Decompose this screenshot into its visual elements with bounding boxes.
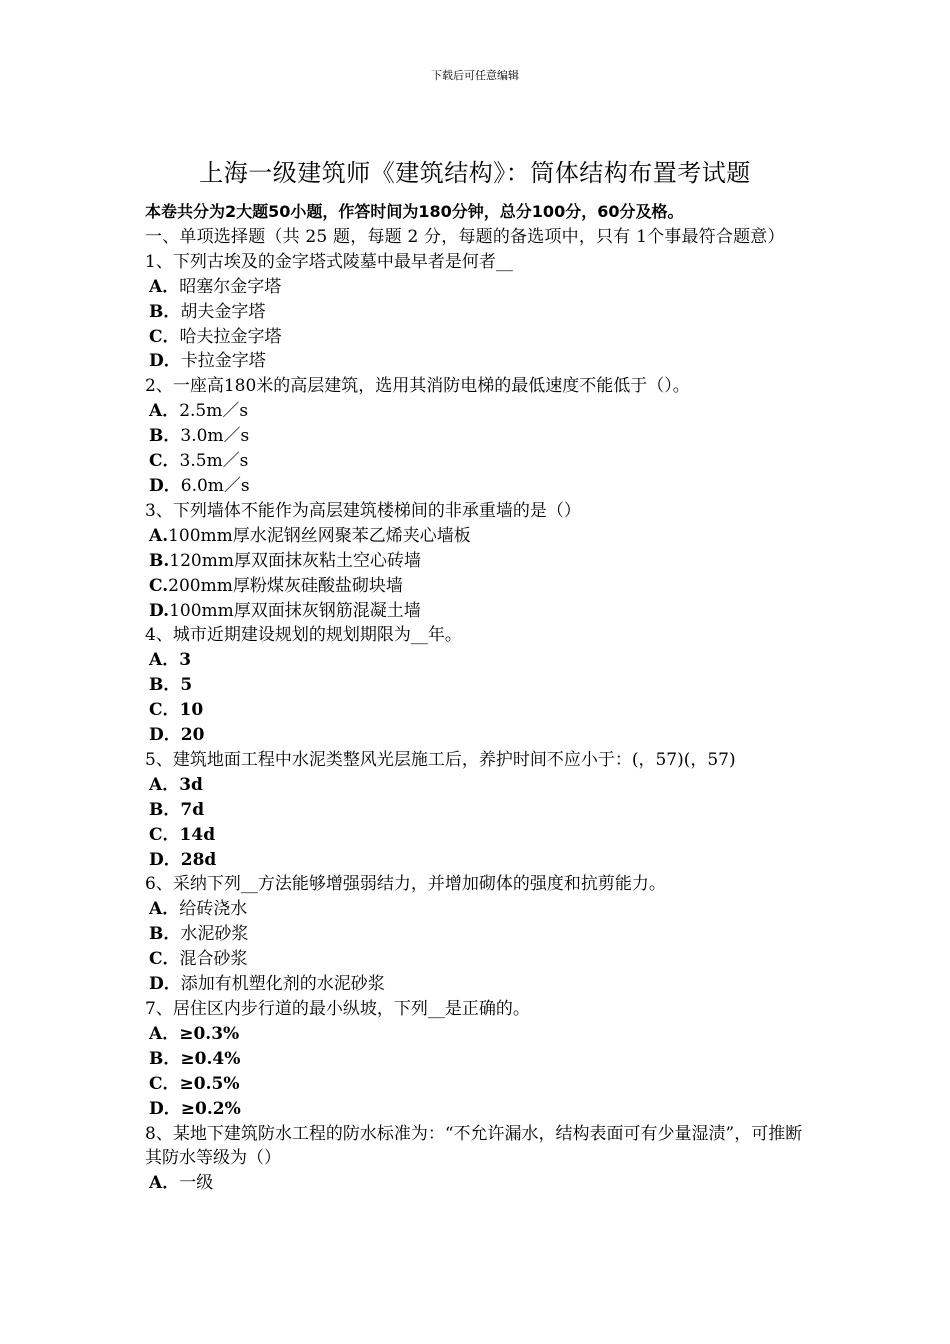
option-letter: D． — [149, 725, 181, 746]
option-letter: D． — [149, 1098, 181, 1119]
option-text: 200mm厚粉煤灰硅酸盐砌块墙 — [168, 575, 403, 596]
option-d — [145, 723, 810, 748]
option-letter: B． — [149, 426, 181, 447]
option-text: 6.0m／s — [180, 475, 250, 496]
option-text: 水泥砂浆 — [180, 924, 249, 945]
option-letter: B． — [149, 799, 181, 820]
option-a — [145, 1022, 810, 1047]
option-a — [145, 1171, 810, 1196]
option-letter: C． — [149, 824, 180, 845]
option-text: ≥0.4% — [180, 1048, 241, 1069]
option-letter: D． — [149, 475, 181, 496]
option-letter: B． — [149, 1048, 181, 1069]
option-a — [145, 648, 810, 673]
document-body — [145, 200, 810, 1196]
option-letter: D． — [149, 849, 181, 870]
option-text: 28d — [180, 849, 217, 870]
question-7 — [145, 997, 810, 1122]
option-c — [145, 325, 810, 350]
option-letter: A． — [149, 1023, 180, 1044]
question-text: 5、建筑地面工程中水泥类整风光层施工后，养护时间不应小于：(，57)(，57) — [145, 749, 736, 770]
exam-summary: 本卷共分为2大题50小题，作答时间为180分钟，总分100分，60分及格。 — [145, 202, 684, 221]
option-text: 10 — [179, 700, 204, 721]
question-2 — [145, 374, 810, 499]
option-letter: A． — [149, 899, 180, 920]
section-heading: 一、单项选择题（共 25 题，每题 2 分，每题的备选项中，只有 1个事最符合题意） — [145, 226, 785, 247]
option-letter: C． — [149, 451, 180, 472]
question-text: 6、采纳下列__方法能够增强弱结力，并增加砌体的强度和抗剪能力。 — [145, 874, 666, 895]
option-text: 3 — [179, 650, 192, 671]
option-letter: A． — [149, 276, 180, 297]
question-text: 4、城市近期建设规划的规划期限为__年。 — [145, 625, 462, 646]
option-d — [145, 1097, 810, 1122]
option-text: 7d — [180, 799, 205, 820]
option-d — [145, 972, 810, 997]
option-letter: B． — [149, 301, 181, 322]
option-letter: A． — [149, 1173, 180, 1194]
option-letter: A． — [149, 401, 180, 422]
option-c — [145, 574, 810, 599]
option-text: 卡拉金字塔 — [180, 351, 266, 372]
option-a — [145, 275, 810, 300]
option-text: 胡夫金字塔 — [180, 301, 266, 322]
question-list — [145, 250, 810, 1196]
option-letter: C． — [149, 1073, 180, 1094]
question-4 — [145, 623, 810, 748]
option-b — [145, 922, 810, 947]
question-text: 1、下列古埃及的金字塔式陵墓中最早者是何者__ — [145, 251, 513, 272]
option-letter: D． — [149, 974, 181, 995]
option-text: 混合砂浆 — [179, 949, 248, 970]
document-title: 上海一级建筑师《建筑结构》：筒体结构布置考试题 — [199, 159, 751, 187]
option-text: 添加有机塑化剂的水泥砂浆 — [180, 974, 385, 995]
option-b — [145, 300, 810, 325]
option-letter: B． — [149, 924, 181, 945]
option-text: 120mm厚双面抹灰粘土空心砖墙 — [169, 550, 421, 571]
question-8 — [145, 1122, 810, 1197]
option-letter: C. — [149, 575, 169, 596]
option-text: 100mm厚水泥钢丝网聚苯乙烯夹心墙板 — [168, 525, 471, 546]
option-letter: D． — [149, 351, 181, 372]
option-text: ≥0.2% — [180, 1098, 241, 1119]
option-text: 昭塞尔金字塔 — [179, 276, 282, 297]
option-text: 3.5m／s — [179, 451, 249, 472]
option-c — [145, 947, 810, 972]
option-letter: C． — [149, 326, 180, 347]
option-letter: A. — [149, 525, 169, 546]
option-text: ≥0.3% — [179, 1023, 240, 1044]
option-letter: B． — [149, 675, 181, 696]
option-a — [145, 399, 810, 424]
option-letter: D. — [149, 600, 170, 621]
option-text: 20 — [180, 725, 205, 746]
option-b — [145, 1047, 810, 1072]
option-text: 3.0m／s — [180, 426, 250, 447]
question-text: 3、下列墙体不能作为高层建筑楼梯间的非承重墙的是（） — [145, 500, 581, 521]
option-c — [145, 823, 810, 848]
option-d — [145, 599, 810, 624]
option-text: 给砖浇水 — [179, 899, 248, 920]
option-a — [145, 897, 810, 922]
option-text: 哈夫拉金字塔 — [179, 326, 282, 347]
option-d — [145, 349, 810, 374]
option-letter: B. — [149, 550, 170, 571]
option-letter: A． — [149, 650, 180, 671]
question-text: 2、一座高180米的高层建筑，选用其消防电梯的最低速度不能低于（）。 — [145, 376, 690, 397]
option-text: 14d — [179, 824, 216, 845]
option-letter: A． — [149, 774, 180, 795]
question-5 — [145, 748, 810, 873]
question-3 — [145, 499, 810, 624]
question-6 — [145, 872, 810, 997]
question-1 — [145, 250, 810, 375]
option-letter: C． — [149, 949, 180, 970]
option-c — [145, 449, 810, 474]
option-c — [145, 698, 810, 723]
question-text: 7、居住区内步行道的最小纵坡，下列__是正确的。 — [145, 999, 530, 1019]
option-b — [145, 798, 810, 823]
option-a — [145, 524, 810, 549]
question-text: 8、某地下建筑防水工程的防水标准为：“不允许漏水，结构表面可有少量湿渍”，可推断其防水等级为（） — [145, 1123, 803, 1169]
option-b — [145, 673, 810, 698]
header-note: 下载后可任意编辑 — [431, 69, 519, 82]
option-letter: C． — [149, 700, 180, 721]
option-d — [145, 848, 810, 873]
option-c — [145, 1072, 810, 1097]
option-text: 100mm厚双面抹灰钢筋混凝土墙 — [169, 600, 421, 621]
option-d — [145, 474, 810, 499]
option-a — [145, 773, 810, 798]
option-text: ≥0.5% — [179, 1073, 240, 1094]
option-text: 2.5m／s — [179, 401, 249, 422]
option-text: 一级 — [179, 1173, 214, 1194]
option-text: 5 — [180, 675, 193, 696]
option-b — [145, 549, 810, 574]
option-text: 3d — [179, 774, 203, 795]
option-b — [145, 424, 810, 449]
